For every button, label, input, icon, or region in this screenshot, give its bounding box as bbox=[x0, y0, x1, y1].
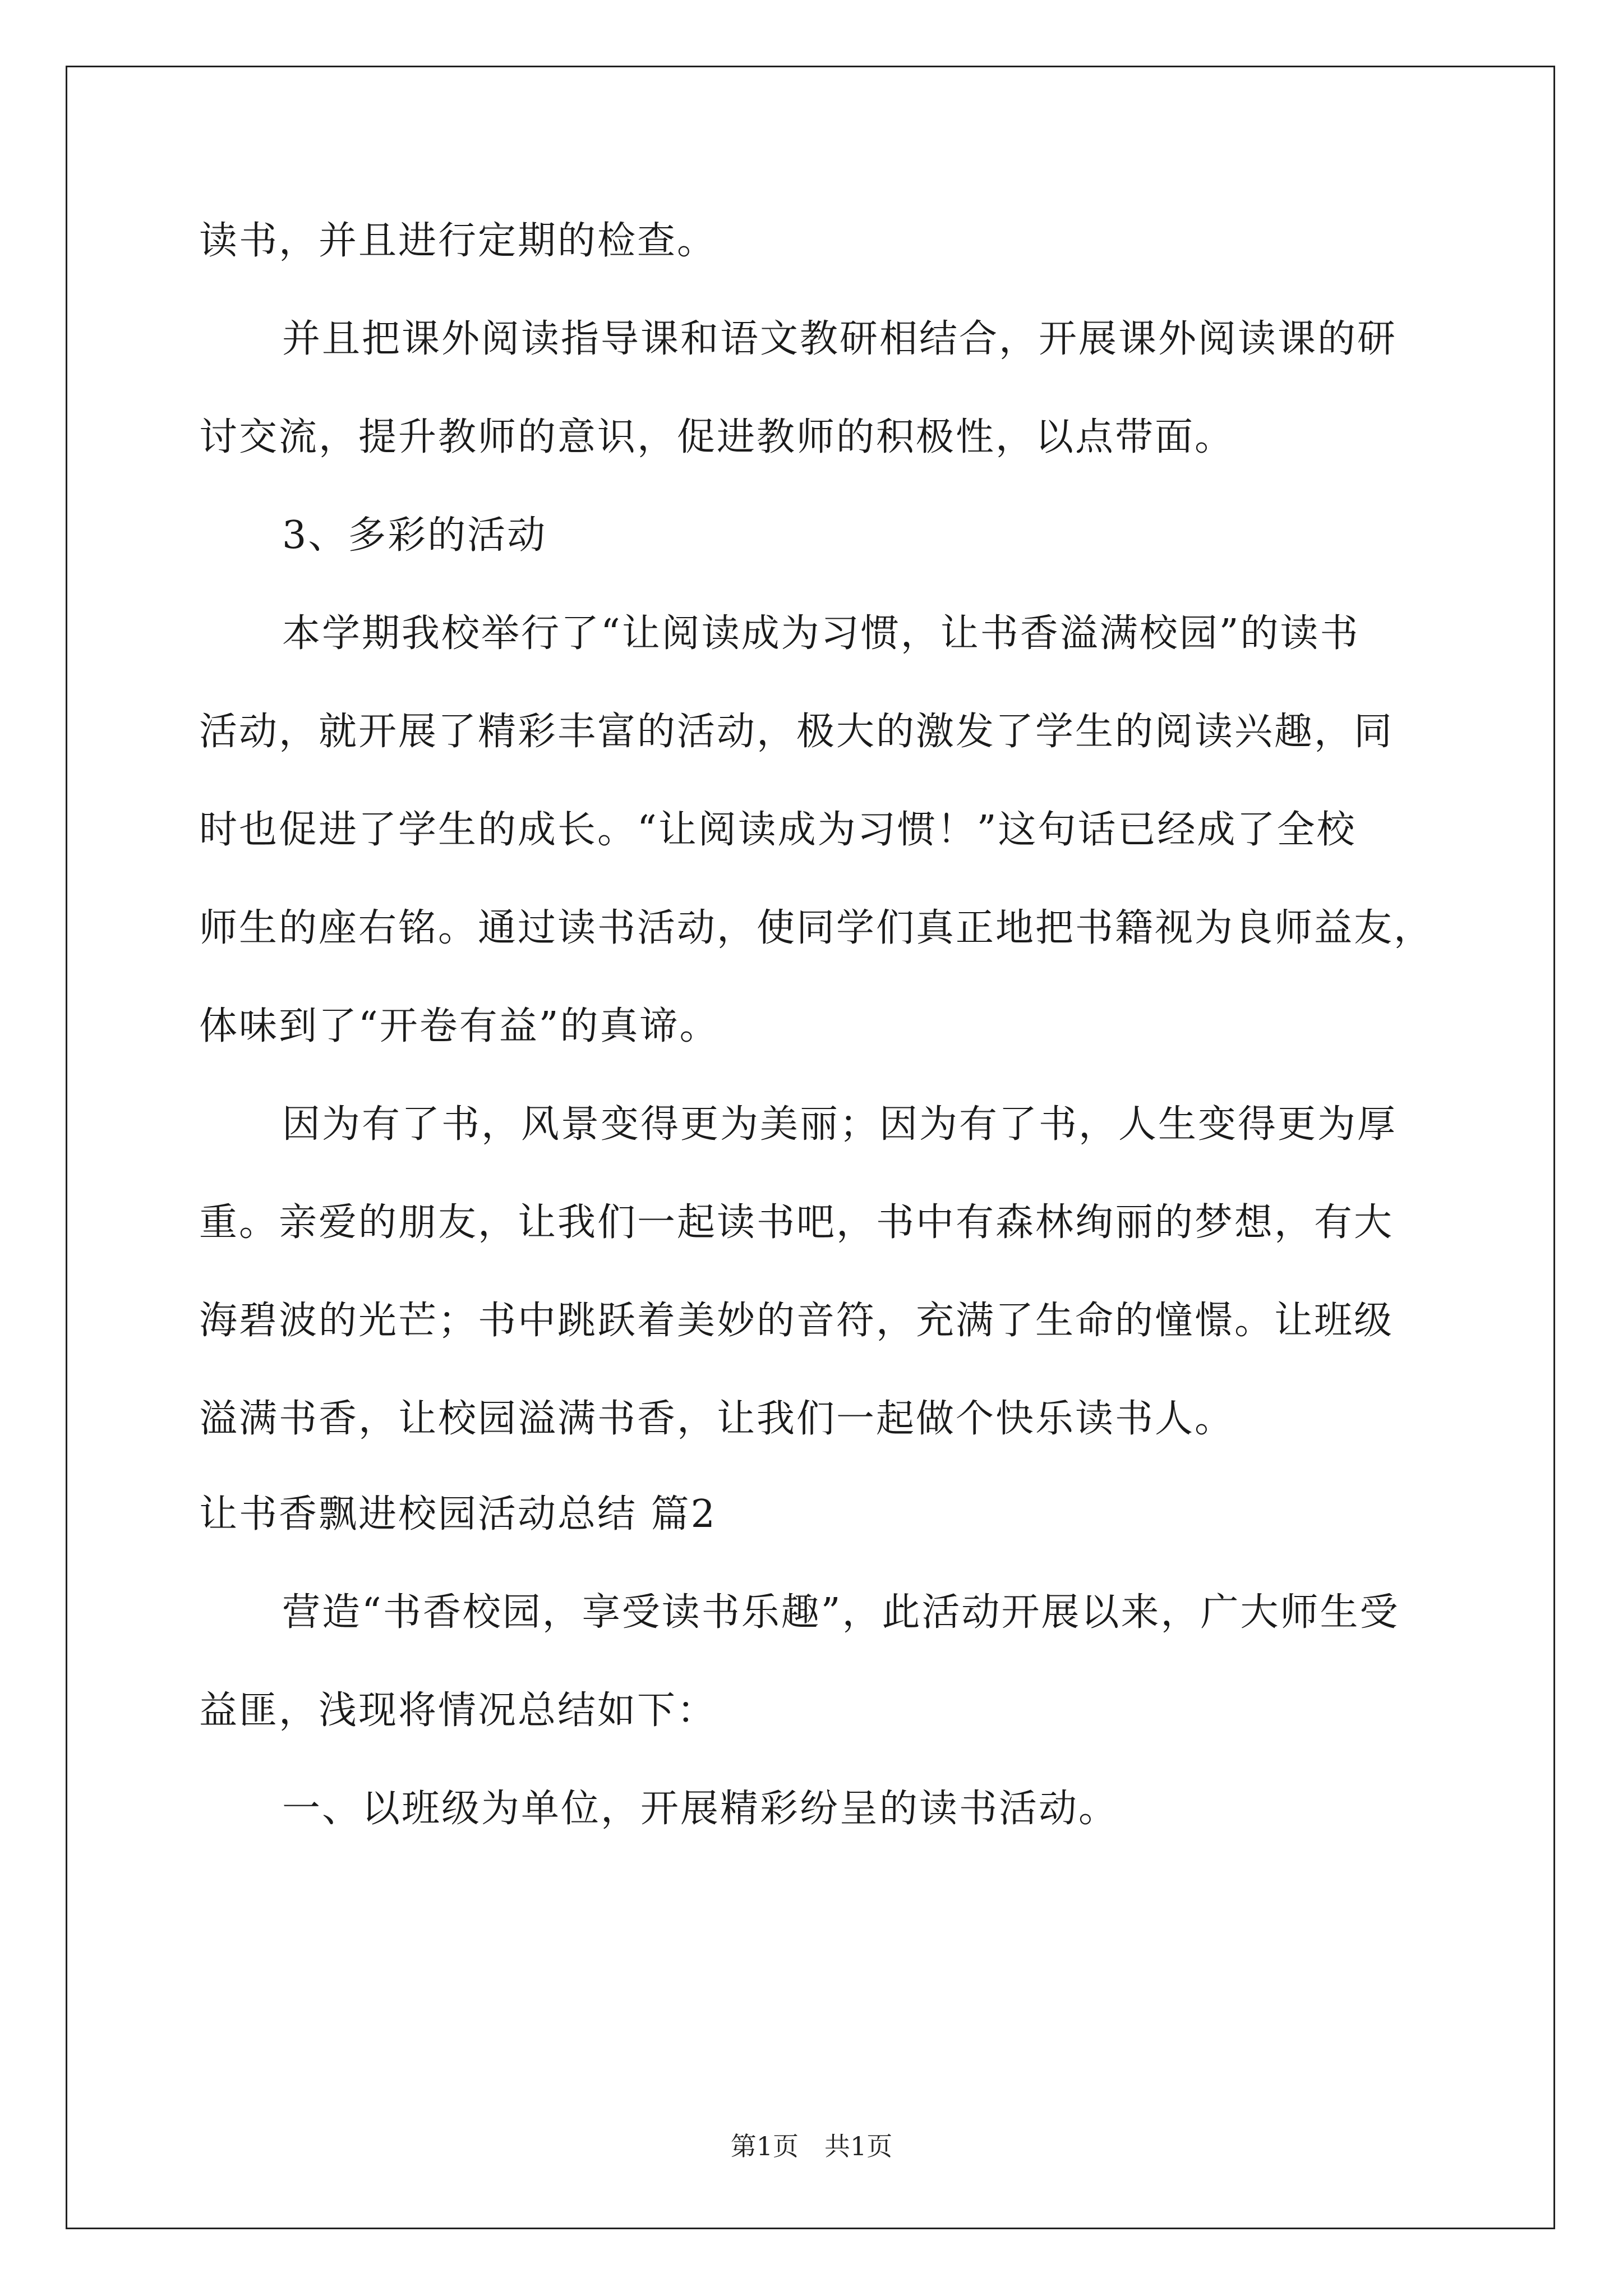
text-line: 海碧波的光芒；书中跳跃着美妙的音符，充满了生命的憧憬。让班级 bbox=[199, 1299, 1394, 1343]
paragraph-line: 因为有了书，风景变得更为美丽；因为有了书，人生变得更为厚 bbox=[282, 1102, 1398, 1147]
section-title: 让书香飘进校园活动总结 篇2 bbox=[199, 1492, 717, 1536]
page-border bbox=[66, 66, 1555, 2229]
page-number: 第1页 共1页 bbox=[730, 2131, 893, 2161]
page-footer bbox=[0, 2126, 1623, 2163]
text-line: 活动，就开展了精彩丰富的活动，极大的激发了学生的阅读兴趣，同 bbox=[199, 710, 1394, 754]
section-heading: 3、多彩的活动 bbox=[282, 513, 547, 558]
paragraph-line: 并且把课外阅读指导课和语文教研相结合，开展课外阅读课的研 bbox=[282, 317, 1398, 361]
paragraph-line: 本学期我校举行了“让阅读成为习惯，让书香溢满校园”的读书 bbox=[282, 611, 1360, 656]
text-line: 时也促进了学生的成长。“让阅读成为习惯！”这句话已经成了全校 bbox=[199, 808, 1357, 852]
text-line: 读书，并且进行定期的检查。 bbox=[199, 219, 717, 263]
text-line: 师生的座右铭。通过读书活动，使同学们真正地把书籍视为良师益友， bbox=[199, 906, 1434, 950]
section-heading: 一、以班级为单位，开展精彩纷呈的读书活动。 bbox=[282, 1787, 1119, 1831]
text-line: 体味到了“开卷有益”的真谛。 bbox=[199, 1004, 720, 1048]
text-line: 重。亲爱的朋友，让我们一起读书吧，书中有森林绚丽的梦想，有大 bbox=[199, 1200, 1394, 1245]
text-line: 溢满书香，让校园溢满书香，让我们一起做个快乐读书人。 bbox=[199, 1397, 1235, 1441]
text-line: 讨交流，提升教师的意识，促进教师的积极性，以点带面。 bbox=[199, 415, 1235, 459]
paragraph-line: 营造“书香校园，享受读书乐趣”，此活动开展以来，广大师生受 bbox=[282, 1590, 1400, 1635]
text-line: 益匪，浅现将情况总结如下： bbox=[199, 1688, 717, 1733]
